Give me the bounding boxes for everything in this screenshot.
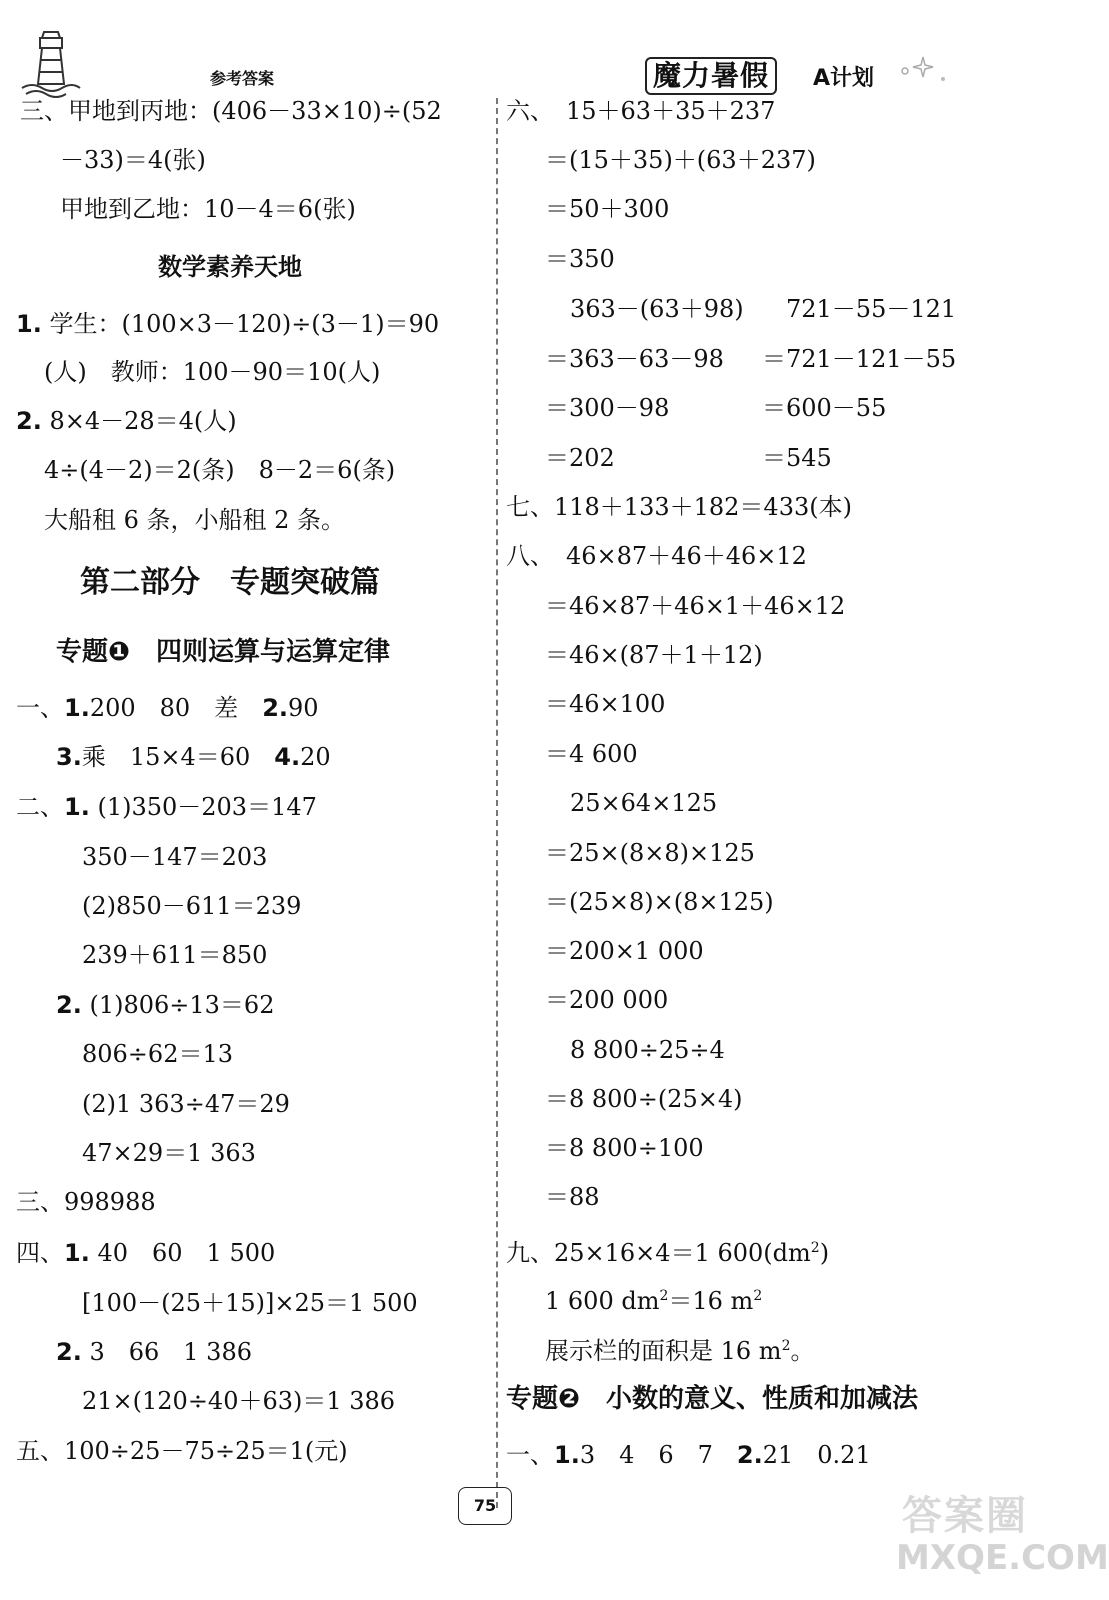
answer-text: ＝16 m [668, 1287, 754, 1315]
answer-text: (1)806÷13＝62 [89, 991, 275, 1019]
answer-line: 806÷62＝13 [82, 1040, 233, 1068]
answer-line: 八、 46×87＋46＋46×12 [506, 542, 807, 570]
answer-line: 三、甲地到丙地：(406－33×10)÷(52 [20, 97, 442, 125]
section-prefix: 一、 [506, 1441, 554, 1469]
answer-line [16, 406, 237, 436]
answer-line: 239＋611＝850 [82, 941, 268, 969]
brand-title: 魔力暑假 [645, 57, 777, 95]
answer-line: ＝46×(87＋1＋12) [545, 641, 763, 669]
answer-line: [100－(25＋15)]×25＝1 500 [82, 1289, 418, 1317]
answer-line: (2)1 363÷47＝29 [82, 1090, 290, 1118]
topic-heading: 专题❷ 小数的意义、性质和加减法 [506, 1384, 919, 1414]
question-number: 1. [64, 1239, 90, 1267]
answer-line [506, 1233, 829, 1268]
answer-line: 363－(63＋98) [570, 295, 744, 323]
answer-line: ＝350 [545, 245, 615, 273]
answer-text: 3 4 6 7 [579, 1441, 737, 1469]
section-heading: 数学素养天地 [158, 253, 302, 281]
answer-line: 8 800÷25÷4 [570, 1036, 725, 1064]
question-number: 2. [16, 407, 42, 435]
answer-line: 三、998988 [16, 1188, 156, 1216]
answer-line [506, 1440, 871, 1470]
answer-line: 大船租 6 条，小船租 2 条。 [44, 506, 346, 534]
section-prefix: 四、 [16, 1239, 64, 1267]
answer-text: 乘 15×4＝60 [81, 743, 275, 771]
answer-text: 九、25×16×4＝1 600(dm [506, 1239, 811, 1267]
question-number: 2. [262, 694, 289, 722]
part-title: 第二部分 专题突破篇 [80, 565, 380, 600]
answer-line: ＝(25×8)×(8×125) [545, 888, 774, 916]
superscript: 2 [781, 1338, 791, 1354]
superscript: 2 [753, 1288, 763, 1304]
watermark [890, 1484, 1109, 1584]
question-number: 3. [56, 743, 82, 771]
column-divider [496, 98, 498, 1508]
answer-line: ＝88 [545, 1183, 600, 1211]
answer-line [56, 1337, 252, 1367]
question-number: 4. [274, 743, 301, 771]
answer-text: 21 0.21 [762, 1441, 871, 1469]
section-prefix: 一、 [16, 694, 64, 722]
sparkle-decoration-icon [895, 51, 955, 91]
answer-line: －33)＝4(张) [60, 146, 206, 174]
question-number: 1. [64, 793, 90, 821]
answer-line: ＝46×100 [545, 690, 666, 718]
answer-line [545, 1281, 762, 1316]
answer-line: ＝600－55 [762, 394, 887, 422]
answer-line: ＝8 800÷(25×4) [545, 1085, 743, 1113]
answer-text: 学生：(100×3－120)÷(3－1)＝90 [49, 310, 440, 338]
answer-text: 90 [288, 694, 319, 722]
answer-line: ＝200×1 000 [545, 937, 704, 965]
question-number: 1. [554, 1441, 580, 1469]
topic-heading: 专题❶ 四则运算与运算定律 [56, 637, 391, 667]
answer-line: ＝721－121－55 [762, 345, 957, 373]
answer-line: 47×29＝1 363 [82, 1139, 256, 1167]
answer-line [545, 1331, 814, 1366]
answer-line [16, 792, 317, 822]
answer-line: 七、118＋133＋182＝433(本) [506, 493, 852, 521]
answer-text: 8×4－28＝4(人) [49, 407, 237, 435]
answer-line: 4÷(4－2)＝2(条) 8－2＝6(条) [44, 456, 396, 484]
lighthouse-icon [20, 28, 82, 96]
answer-line [16, 309, 439, 339]
answer-line: (2)850－611＝239 [82, 892, 302, 920]
answer-key-label: 参考答案 [210, 69, 275, 88]
plan-label: A计划 [813, 66, 875, 91]
answer-text: 1 600 dm [545, 1287, 660, 1315]
answer-line: 21×(120÷40＋63)＝1 386 [82, 1387, 396, 1415]
answer-line [16, 1238, 275, 1268]
answer-line: (人) 教师：100－90＝10(人) [44, 358, 381, 386]
answer-text: ) [819, 1239, 830, 1267]
answer-line: 五、100÷25－75÷25＝1(元) [16, 1437, 348, 1465]
answer-line: ＝8 800÷100 [545, 1134, 704, 1162]
answer-text: 40 60 1 500 [97, 1239, 276, 1267]
answer-text: 3 66 1 386 [89, 1338, 252, 1366]
answer-text: 展示栏的面积是 16 m [545, 1337, 782, 1365]
answer-line: ＝200 000 [545, 986, 669, 1014]
answer-line [16, 693, 319, 723]
superscript: 2 [810, 1240, 820, 1256]
answer-text: 20 [300, 743, 331, 771]
answer-line: 六、 15＋63＋35＋237 [506, 97, 776, 125]
question-number: 2. [56, 1338, 82, 1366]
answer-line: ＝(15＋35)＋(63＋237) [545, 146, 816, 174]
question-number: 1. [64, 694, 90, 722]
watermark-url: MXQE.COM [896, 1538, 1109, 1578]
answer-line [56, 990, 274, 1020]
answer-line: ＝202 [545, 444, 615, 472]
question-number: 2. [56, 991, 82, 1019]
answer-line: ＝50＋300 [545, 195, 670, 223]
answer-line: ＝363－63－98 [545, 345, 724, 373]
answer-line: ＝46×87＋46×1＋46×12 [545, 592, 846, 620]
answer-line: ＝545 [762, 444, 832, 472]
superscript: 2 [659, 1288, 669, 1304]
answer-line: ＝25×(8×8)×125 [545, 839, 755, 867]
answer-line: ＝300－98 [545, 394, 670, 422]
answer-line: 350－147＝203 [82, 843, 268, 871]
answer-line [56, 742, 331, 772]
question-number: 1. [16, 310, 42, 338]
answer-text: 200 80 差 [89, 694, 263, 722]
answer-line: ＝4 600 [545, 740, 638, 768]
answer-text: 。 [790, 1337, 815, 1365]
answer-line: 25×64×125 [570, 789, 718, 817]
answer-text: (1)350－203＝147 [97, 793, 317, 821]
header-left [20, 28, 320, 98]
question-number: 2. [736, 1441, 763, 1469]
page-number: 75 [458, 1487, 512, 1525]
answer-line: 甲地到乙地：10－4＝6(张) [60, 195, 356, 223]
answer-line: 721－55－121 [786, 295, 957, 323]
watermark-text: 答案圈 [902, 1493, 1028, 1539]
section-prefix: 二、 [16, 793, 64, 821]
